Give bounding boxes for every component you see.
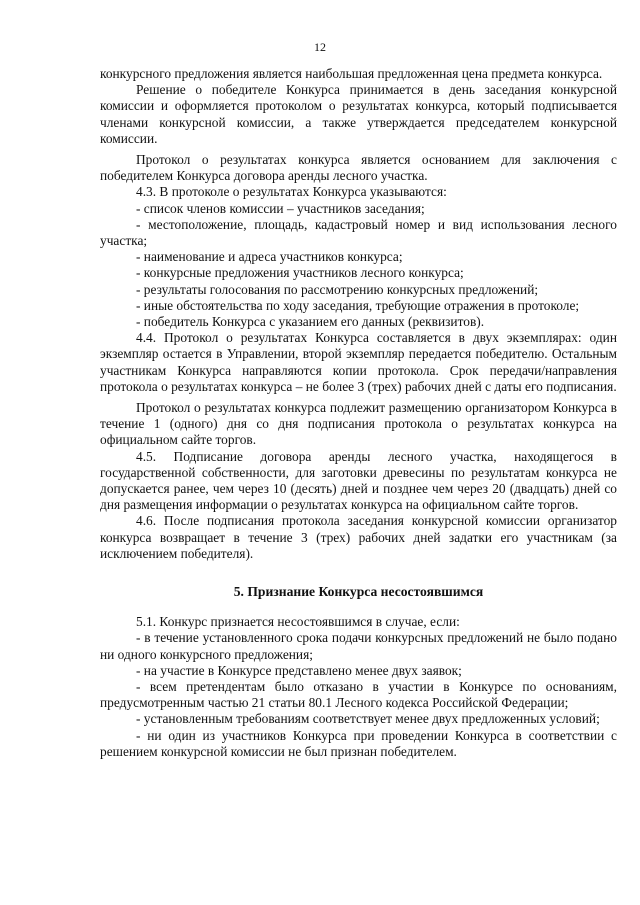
paragraph: конкурсного предложения является наибольшая предложенная цена предмета конкурса. bbox=[100, 66, 603, 81]
list-item: - иные обстоятельства по ходу заседания, требующие отражения в протоколе; bbox=[136, 297, 580, 313]
paragraph: 4.6. После подписания протокола заседания конкурсной комиссии организатор конкурса возвращает в течение 3 (трех) рабочих дней задатки его участникам (за исключением победителя). bbox=[100, 513, 617, 561]
paragraph: 4.5. Подписание договора аренды лесного участка, находящегося в государственной собственности, для заготовки древесины по результатам конкурса не допускается ранее, чем через 10 (десять) дней и позднее чем через 20 (двадцать) дней со дня размещения информации о результатах конкурса на официальном сайте торгов. bbox=[100, 448, 617, 513]
page-number: 12 bbox=[314, 40, 326, 54]
paragraph: 5.1. Конкурс признается несостоявшимся в случае, если: bbox=[136, 614, 460, 630]
list-item: - в течение установленного срока подачи конкурсных предложений не было подано ни одного конкурсного предложения; bbox=[100, 630, 617, 662]
list-item: - победитель Конкурса с указанием его данных (реквизитов). bbox=[136, 314, 485, 330]
list-item: - установленным требованиям соответствует менее двух предложенных условий; bbox=[136, 711, 600, 727]
section-heading: 5. Признание Конкурса несостоявшимся bbox=[233, 584, 484, 600]
document-body bbox=[100, 66, 617, 760]
list-item: - всем претендентам было отказано в участии в Конкурсе по основаниям, предусмотренным частью 21 статьи 80.1 Лесного кодекса Российской Федерации; bbox=[100, 678, 617, 711]
paragraph: Решение о победителе Конкурса принимается в день заседания конкурсной комиссии и оформляется протоколом о результатах конкурса, который подписывается членами конкурсной комиссии, а также утверждается председателем конкурсной комиссии. bbox=[100, 82, 617, 146]
list-item: - ни один из участников Конкурса при проведении Конкурса в соответствии с решением конкурсной комиссии не был признан победителем. bbox=[100, 727, 617, 759]
paragraph: Протокол о результатах конкурса является основанием для заключения с победителем Конкурса договора аренды лесного участка. bbox=[100, 152, 617, 184]
paragraph: Протокол о результатах конкурса подлежит размещению организатором Конкурса в течение 1 (одного) дня со дня подписания протокола о результатах конкурса на официальном сайте торгов. bbox=[100, 400, 617, 448]
list-item: - на участие в Конкурсе представлено менее двух заявок; bbox=[136, 662, 462, 678]
paragraph: 4.3. В протоколе о результатах Конкурса указываются: bbox=[136, 184, 447, 200]
list-item: - наименование и адреса участников конкурса; bbox=[136, 249, 403, 265]
list-item: - местоположение, площадь, кадастровый номер и вид использования лесного участка; bbox=[100, 216, 617, 249]
list-item: - конкурсные предложения участников лесного конкурса; bbox=[136, 265, 464, 281]
paragraph: 4.4. Протокол о результатах Конкурса составляется в двух экземплярах: один экземпляр остается в Управлении, второй экземпляр передается победителю. Остальным участникам Конкурса направляются копии протокола. Срок передачи/направления протокола о результатах конкурса – не более 3 (трех) рабочих дней с даты его подписания. bbox=[100, 330, 617, 394]
list-item: - список членов комиссии – участников заседания; bbox=[136, 200, 425, 216]
list-item: - результаты голосования по рассмотрению конкурсных предложений; bbox=[136, 281, 539, 297]
